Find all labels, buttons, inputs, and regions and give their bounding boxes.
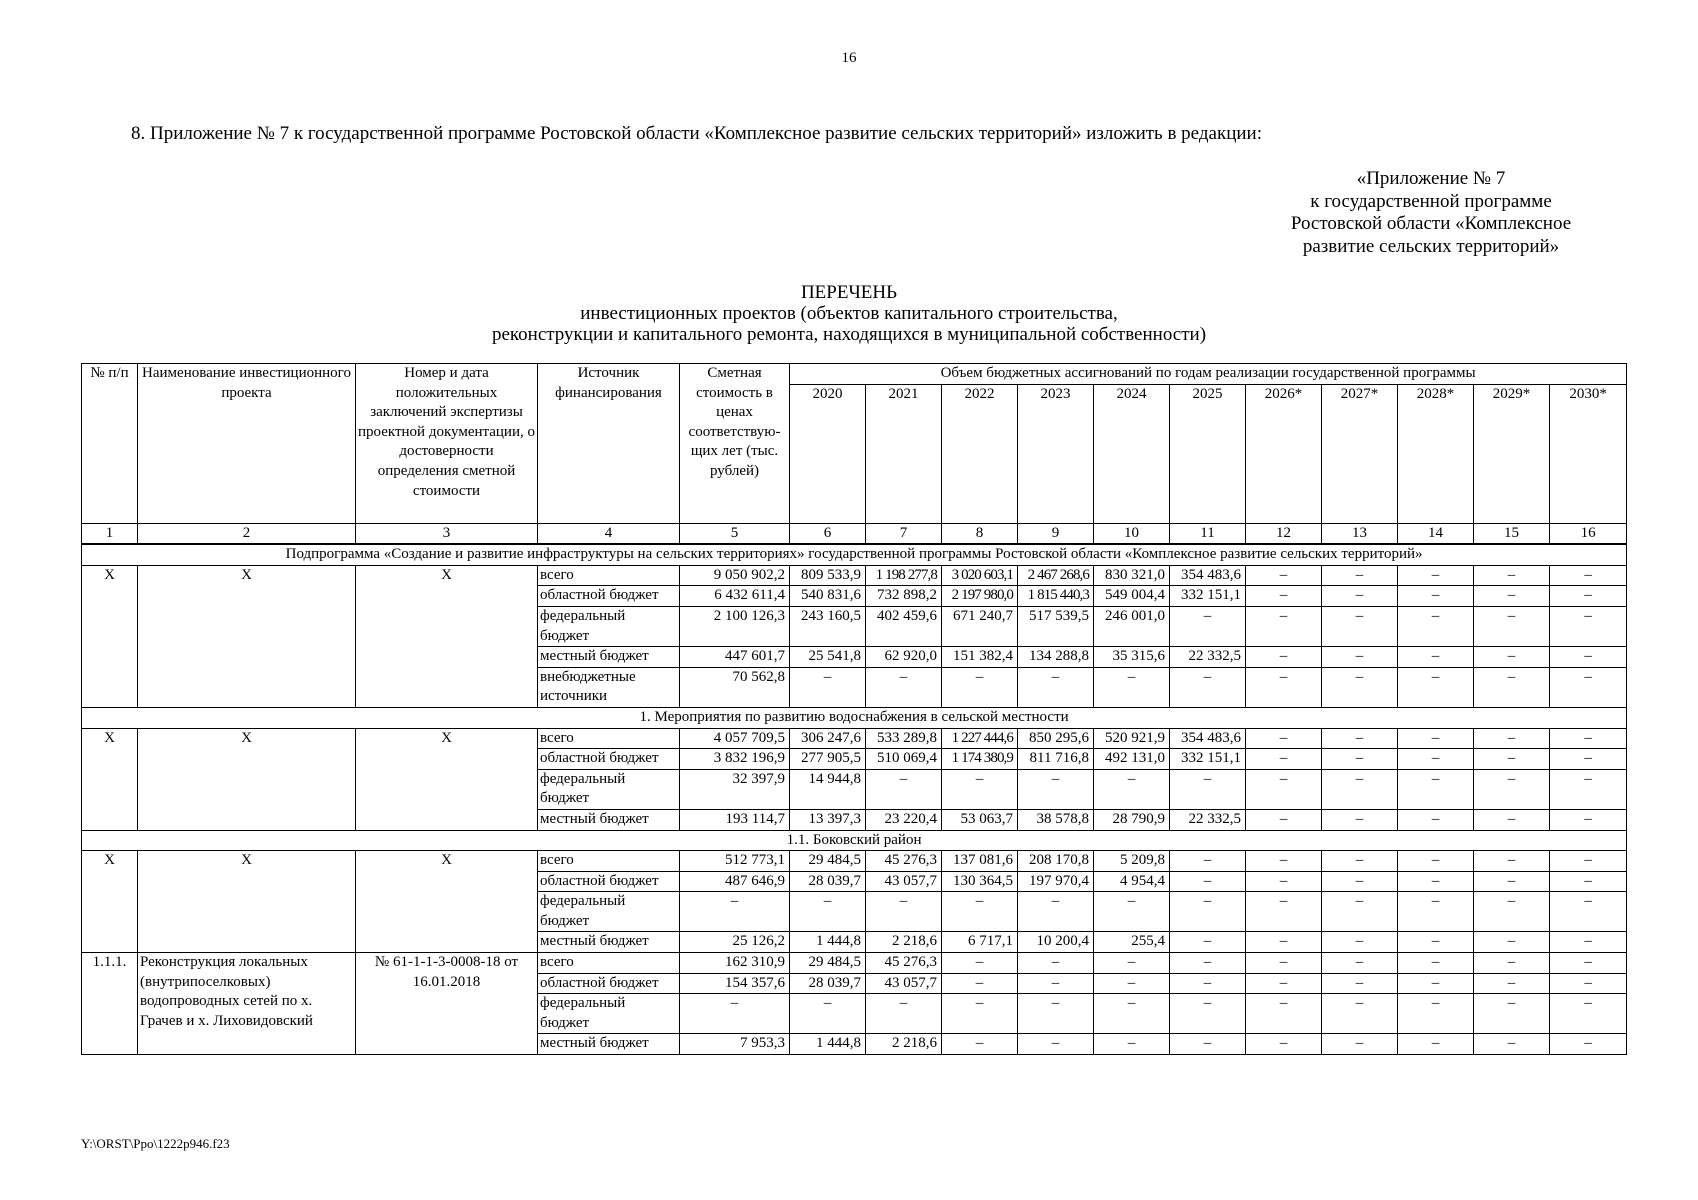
year-amount: – bbox=[1094, 1034, 1170, 1055]
year-amount: 1 815 440,3 bbox=[1018, 586, 1094, 607]
year-amount: – bbox=[866, 667, 942, 707]
header-year: 2020 bbox=[790, 384, 866, 523]
estimated-cost: 25 126,2 bbox=[680, 932, 790, 953]
year-amount: 134 288,8 bbox=[1018, 647, 1094, 668]
year-amount: – bbox=[1398, 973, 1474, 994]
year-amount: – bbox=[790, 994, 866, 1034]
year-amount: 5 209,8 bbox=[1094, 851, 1170, 872]
year-amount: 53 063,7 bbox=[942, 809, 1018, 830]
year-amount: 130 364,5 bbox=[942, 871, 1018, 892]
year-amount: – bbox=[942, 769, 1018, 809]
year-amount: – bbox=[1398, 892, 1474, 932]
year-amount: – bbox=[1398, 932, 1474, 953]
estimated-cost: 193 114,7 bbox=[680, 809, 790, 830]
year-amount: – bbox=[1322, 749, 1398, 770]
year-amount: – bbox=[1322, 728, 1398, 749]
year-amount: 402 459,6 bbox=[866, 606, 942, 646]
funding-source: местный бюджет bbox=[538, 1034, 680, 1055]
year-amount: – bbox=[1398, 769, 1474, 809]
estimated-cost: 70 562,8 bbox=[680, 667, 790, 707]
year-amount: 2 218,6 bbox=[866, 932, 942, 953]
expertise-conclusion: Х bbox=[356, 565, 538, 707]
year-amount: – bbox=[1246, 769, 1322, 809]
year-amount: – bbox=[1094, 953, 1170, 974]
year-amount: 29 484,5 bbox=[790, 953, 866, 974]
year-amount: – bbox=[1474, 586, 1550, 607]
year-amount: – bbox=[1398, 606, 1474, 646]
year-amount: – bbox=[1018, 994, 1094, 1034]
year-amount: – bbox=[1474, 667, 1550, 707]
year-amount: – bbox=[942, 953, 1018, 974]
year-amount: 354 483,6 bbox=[1170, 728, 1246, 749]
header-year: 2025 bbox=[1170, 384, 1246, 523]
project-name: Х bbox=[138, 851, 356, 953]
year-amount: – bbox=[1398, 565, 1474, 586]
year-amount: 2 467 268,6 bbox=[1018, 565, 1094, 586]
section-heading: 1.1. Боковский район bbox=[82, 830, 1627, 851]
funding-source: федеральный бюджет bbox=[538, 606, 680, 646]
year-amount: – bbox=[1550, 1034, 1627, 1055]
estimated-cost: 32 397,9 bbox=[680, 769, 790, 809]
year-amount: – bbox=[1018, 769, 1094, 809]
estimated-cost: 154 357,6 bbox=[680, 973, 790, 994]
year-amount: – bbox=[1246, 586, 1322, 607]
column-number: 7 bbox=[866, 523, 942, 544]
year-amount: 62 920,0 bbox=[866, 647, 942, 668]
year-amount: 492 131,0 bbox=[1094, 749, 1170, 770]
year-amount: – bbox=[1474, 749, 1550, 770]
section-heading-row bbox=[82, 544, 1627, 565]
year-amount: – bbox=[866, 892, 942, 932]
year-amount: 830 321,0 bbox=[1094, 565, 1170, 586]
year-amount: 1 444,8 bbox=[790, 1034, 866, 1055]
header-volume: Объем бюджетных ассигнований по годам реализации государственной программы bbox=[790, 364, 1627, 385]
year-amount: – bbox=[1170, 851, 1246, 872]
section-heading: 1. Мероприятия по развитию водоснабжения в сельской местности bbox=[82, 707, 1627, 728]
year-amount: – bbox=[1170, 994, 1246, 1034]
year-amount: 1 227 444,6 bbox=[942, 728, 1018, 749]
year-amount: 354 483,6 bbox=[1170, 565, 1246, 586]
year-amount: – bbox=[1246, 667, 1322, 707]
year-amount: 243 160,5 bbox=[790, 606, 866, 646]
year-amount: – bbox=[1398, 647, 1474, 668]
estimated-cost: 162 310,9 bbox=[680, 953, 790, 974]
estimated-cost: 487 646,9 bbox=[680, 871, 790, 892]
year-amount: 332 151,1 bbox=[1170, 749, 1246, 770]
header-year: 2026* bbox=[1246, 384, 1322, 523]
title-line: реконструкции и капитального ремонта, находящихся в муниципальной собственности) bbox=[491, 324, 1207, 345]
column-number: 11 bbox=[1170, 523, 1246, 544]
year-amount: – bbox=[1018, 973, 1094, 994]
year-amount: 246 001,0 bbox=[1094, 606, 1170, 646]
investment-projects-table bbox=[81, 363, 1627, 1055]
year-amount: – bbox=[1550, 994, 1627, 1034]
year-amount: – bbox=[1322, 892, 1398, 932]
funding-source: областной бюджет bbox=[538, 586, 680, 607]
file-path-footer: Y:\ORST\Ppo\1222p946.f23 bbox=[81, 1136, 230, 1151]
year-amount: – bbox=[1094, 994, 1170, 1034]
funding-source: областной бюджет bbox=[538, 749, 680, 770]
year-amount: – bbox=[1550, 809, 1627, 830]
year-amount: 510 069,4 bbox=[866, 749, 942, 770]
year-amount: – bbox=[1246, 606, 1322, 646]
appendix-line: развитие сельских территорий» bbox=[1302, 235, 1560, 257]
column-number-row bbox=[82, 523, 1627, 544]
table-row bbox=[82, 565, 1627, 586]
column-number: 2 bbox=[138, 523, 356, 544]
year-amount: 2 197 980,0 bbox=[942, 586, 1018, 607]
column-number: 15 bbox=[1474, 523, 1550, 544]
funding-source: местный бюджет bbox=[538, 647, 680, 668]
year-amount: – bbox=[1322, 586, 1398, 607]
column-number: 4 bbox=[538, 523, 680, 544]
year-amount: 520 921,9 bbox=[1094, 728, 1170, 749]
row-number: Х bbox=[82, 851, 138, 953]
header-year: 2028* bbox=[1398, 384, 1474, 523]
year-amount: – bbox=[1094, 667, 1170, 707]
column-number: 8 bbox=[942, 523, 1018, 544]
year-amount: – bbox=[1474, 851, 1550, 872]
header-year: 2024 bbox=[1094, 384, 1170, 523]
funding-source: местный бюджет bbox=[538, 809, 680, 830]
year-amount: – bbox=[866, 994, 942, 1034]
year-amount: 43 057,7 bbox=[866, 871, 942, 892]
year-amount: – bbox=[1322, 647, 1398, 668]
year-amount: – bbox=[1474, 973, 1550, 994]
year-amount: 540 831,6 bbox=[790, 586, 866, 607]
year-amount: 732 898,2 bbox=[866, 586, 942, 607]
year-amount: – bbox=[1322, 606, 1398, 646]
expertise-conclusion: № 61-1-1-3-0008-18 от 16.01.2018 bbox=[356, 953, 538, 1055]
column-number: 6 bbox=[790, 523, 866, 544]
row-number: Х bbox=[82, 728, 138, 830]
year-amount: – bbox=[942, 994, 1018, 1034]
section-heading-row bbox=[82, 707, 1627, 728]
column-number: 1 bbox=[82, 523, 138, 544]
year-amount: – bbox=[1398, 667, 1474, 707]
year-amount: – bbox=[1018, 892, 1094, 932]
year-amount: – bbox=[1170, 606, 1246, 646]
year-amount: – bbox=[1474, 932, 1550, 953]
year-amount: – bbox=[1322, 973, 1398, 994]
year-amount: 28 039,7 bbox=[790, 871, 866, 892]
header-year: 2029* bbox=[1474, 384, 1550, 523]
year-amount: – bbox=[1170, 769, 1246, 809]
year-amount: – bbox=[1398, 953, 1474, 974]
year-amount: – bbox=[1398, 809, 1474, 830]
year-amount: – bbox=[1246, 932, 1322, 953]
year-amount: – bbox=[1398, 728, 1474, 749]
year-amount: 23 220,4 bbox=[866, 809, 942, 830]
year-amount: 10 200,4 bbox=[1018, 932, 1094, 953]
year-amount: – bbox=[1170, 667, 1246, 707]
year-amount: – bbox=[1246, 994, 1322, 1034]
investment-table-wrapper bbox=[81, 363, 1622, 1055]
year-amount: – bbox=[1094, 892, 1170, 932]
project-name: Х bbox=[138, 728, 356, 830]
year-amount: 850 295,6 bbox=[1018, 728, 1094, 749]
year-amount: 197 970,4 bbox=[1018, 871, 1094, 892]
header-cost: Сметная стоимость в ценах соответствую-щих лет (тыс. рублей) bbox=[680, 364, 790, 524]
year-amount: – bbox=[1246, 871, 1322, 892]
section-heading-row bbox=[82, 830, 1627, 851]
year-amount: – bbox=[1322, 932, 1398, 953]
column-number: 13 bbox=[1322, 523, 1398, 544]
year-amount: – bbox=[1246, 892, 1322, 932]
year-amount: – bbox=[1322, 667, 1398, 707]
funding-source: внебюджетные источники bbox=[538, 667, 680, 707]
year-amount: 35 315,6 bbox=[1094, 647, 1170, 668]
estimated-cost: 4 057 709,5 bbox=[680, 728, 790, 749]
year-amount: – bbox=[1398, 851, 1474, 872]
year-amount: – bbox=[1246, 973, 1322, 994]
year-amount: – bbox=[1322, 851, 1398, 872]
title-line: инвестиционных проектов (объектов капитального строительства, bbox=[580, 303, 1118, 324]
estimated-cost: – bbox=[680, 892, 790, 932]
funding-source: местный бюджет bbox=[538, 932, 680, 953]
year-amount: – bbox=[1474, 647, 1550, 668]
funding-source: областной бюджет bbox=[538, 973, 680, 994]
year-amount: 28 790,9 bbox=[1094, 809, 1170, 830]
year-amount: – bbox=[1550, 606, 1627, 646]
year-amount: – bbox=[1474, 871, 1550, 892]
expertise-conclusion: Х bbox=[356, 728, 538, 830]
year-amount: – bbox=[1474, 809, 1550, 830]
header-year: 2022 bbox=[942, 384, 1018, 523]
column-number: 12 bbox=[1246, 523, 1322, 544]
year-amount: 1 174 380,9 bbox=[942, 749, 1018, 770]
year-amount: – bbox=[1550, 932, 1627, 953]
year-amount: – bbox=[1246, 809, 1322, 830]
year-amount: – bbox=[1474, 892, 1550, 932]
year-amount: 137 081,6 bbox=[942, 851, 1018, 872]
estimated-cost: 512 773,1 bbox=[680, 851, 790, 872]
row-number: 1.1.1. bbox=[82, 953, 138, 1055]
year-amount: – bbox=[1246, 647, 1322, 668]
year-amount: – bbox=[1398, 1034, 1474, 1055]
column-number: 10 bbox=[1094, 523, 1170, 544]
year-amount: 29 484,5 bbox=[790, 851, 866, 872]
project-name: Реконструкция локальных (внутрипоселковых) водопроводных сетей по х. Грачев и х. Лиховидовский bbox=[138, 953, 356, 1055]
year-amount: – bbox=[1474, 769, 1550, 809]
year-amount: 43 057,7 bbox=[866, 973, 942, 994]
table-row bbox=[82, 728, 1627, 749]
year-amount: – bbox=[1170, 953, 1246, 974]
year-amount: – bbox=[1474, 565, 1550, 586]
appendix-line: к государственной программе bbox=[1310, 190, 1552, 212]
year-amount: – bbox=[1550, 871, 1627, 892]
header-name: Наименование инвестиционного проекта bbox=[138, 364, 356, 524]
year-amount: 671 240,7 bbox=[942, 606, 1018, 646]
year-amount: – bbox=[1170, 932, 1246, 953]
year-amount: – bbox=[1474, 994, 1550, 1034]
header-expertise: Номер и дата положительных заключений экспертизы проектной документации, о достоверности определения сметной стоимости bbox=[356, 364, 538, 524]
year-amount: 809 533,9 bbox=[790, 565, 866, 586]
year-amount: – bbox=[1550, 667, 1627, 707]
estimated-cost: 447 601,7 bbox=[680, 647, 790, 668]
year-amount: – bbox=[1322, 994, 1398, 1034]
expertise-conclusion: Х bbox=[356, 851, 538, 953]
year-amount: 45 276,3 bbox=[866, 953, 942, 974]
year-amount: 208 170,8 bbox=[1018, 851, 1094, 872]
year-amount: 533 289,8 bbox=[866, 728, 942, 749]
header-row-1 bbox=[82, 364, 1627, 385]
funding-source: всего bbox=[538, 728, 680, 749]
year-amount: 25 541,8 bbox=[790, 647, 866, 668]
year-amount: 811 716,8 bbox=[1018, 749, 1094, 770]
year-amount: – bbox=[1018, 1034, 1094, 1055]
year-amount: 517 539,5 bbox=[1018, 606, 1094, 646]
year-amount: – bbox=[1550, 586, 1627, 607]
year-amount: 22 332,5 bbox=[1170, 647, 1246, 668]
header-year: 2030* bbox=[1550, 384, 1627, 523]
year-amount: – bbox=[1398, 994, 1474, 1034]
funding-source: федеральный бюджет bbox=[538, 769, 680, 809]
column-number: 14 bbox=[1398, 523, 1474, 544]
year-amount: – bbox=[942, 1034, 1018, 1055]
year-amount: – bbox=[866, 769, 942, 809]
year-amount: – bbox=[1550, 892, 1627, 932]
intro-paragraph: 8. Приложение № 7 к государственной программе Ростовской области «Комплексное развитие сельских территорий» изложить в редакции: bbox=[131, 123, 1262, 144]
year-amount: – bbox=[1170, 973, 1246, 994]
year-amount: – bbox=[1550, 565, 1627, 586]
year-amount: – bbox=[1322, 565, 1398, 586]
year-amount: – bbox=[1246, 749, 1322, 770]
year-amount: – bbox=[1246, 953, 1322, 974]
estimated-cost: 2 100 126,3 bbox=[680, 606, 790, 646]
year-amount: 13 397,3 bbox=[790, 809, 866, 830]
year-amount: – bbox=[1474, 1034, 1550, 1055]
table-row bbox=[82, 953, 1627, 974]
year-amount: – bbox=[1398, 586, 1474, 607]
header-num: № п/п bbox=[82, 364, 138, 524]
year-amount: 277 905,5 bbox=[790, 749, 866, 770]
year-amount: – bbox=[1550, 973, 1627, 994]
year-amount: – bbox=[1322, 769, 1398, 809]
estimated-cost: 3 832 196,9 bbox=[680, 749, 790, 770]
year-amount: 6 717,1 bbox=[942, 932, 1018, 953]
year-amount: – bbox=[1170, 871, 1246, 892]
estimated-cost: 9 050 902,2 bbox=[680, 565, 790, 586]
header-year: 2023 bbox=[1018, 384, 1094, 523]
year-amount: – bbox=[790, 667, 866, 707]
year-amount: – bbox=[1170, 1034, 1246, 1055]
year-amount: – bbox=[1246, 851, 1322, 872]
funding-source: всего bbox=[538, 851, 680, 872]
estimated-cost: – bbox=[680, 994, 790, 1034]
year-amount: – bbox=[1550, 749, 1627, 770]
year-amount: – bbox=[1018, 953, 1094, 974]
project-name: Х bbox=[138, 565, 356, 707]
year-amount: 38 578,8 bbox=[1018, 809, 1094, 830]
year-amount: – bbox=[1246, 728, 1322, 749]
year-amount: 2 218,6 bbox=[866, 1034, 942, 1055]
funding-source: федеральный бюджет bbox=[538, 892, 680, 932]
section-heading: Подпрограмма «Создание и развитие инфраструктуры на сельских территориях» государственной программы Ростовской области «Комплексное развитие сельских территорий» bbox=[82, 544, 1627, 565]
appendix-line: «Приложение № 7 bbox=[1356, 168, 1506, 189]
year-amount: – bbox=[1550, 728, 1627, 749]
column-number: 3 bbox=[356, 523, 538, 544]
year-amount: – bbox=[942, 667, 1018, 707]
year-amount: – bbox=[1398, 749, 1474, 770]
year-amount: – bbox=[1474, 728, 1550, 749]
year-amount: 22 332,5 bbox=[1170, 809, 1246, 830]
year-amount: – bbox=[1550, 769, 1627, 809]
table-body bbox=[82, 364, 1627, 1055]
year-amount: – bbox=[1322, 1034, 1398, 1055]
column-number: 16 bbox=[1550, 523, 1627, 544]
header-source: Источник финансирования bbox=[538, 364, 680, 524]
year-amount: – bbox=[790, 892, 866, 932]
year-amount: – bbox=[1550, 953, 1627, 974]
year-amount: 306 247,6 bbox=[790, 728, 866, 749]
appendix-line: Ростовской области «Комплексное bbox=[1290, 213, 1572, 234]
year-amount: 1 198 277,8 bbox=[866, 565, 942, 586]
estimated-cost: 6 432 611,4 bbox=[680, 586, 790, 607]
header-year: 2021 bbox=[866, 384, 942, 523]
table-row bbox=[82, 851, 1627, 872]
funding-source: областной бюджет bbox=[538, 871, 680, 892]
funding-source: федеральный бюджет bbox=[538, 994, 680, 1034]
year-amount: – bbox=[1246, 1034, 1322, 1055]
column-number: 5 bbox=[680, 523, 790, 544]
year-amount: – bbox=[1550, 647, 1627, 668]
year-amount: – bbox=[942, 892, 1018, 932]
year-amount: – bbox=[1474, 953, 1550, 974]
year-amount: – bbox=[942, 973, 1018, 994]
year-amount: – bbox=[1094, 973, 1170, 994]
year-amount: 151 382,4 bbox=[942, 647, 1018, 668]
year-amount: 255,4 bbox=[1094, 932, 1170, 953]
year-amount: 1 444,8 bbox=[790, 932, 866, 953]
funding-source: всего bbox=[538, 953, 680, 974]
year-amount: – bbox=[1094, 769, 1170, 809]
row-number: Х bbox=[82, 565, 138, 707]
title-line: ПЕРЕЧЕНЬ bbox=[800, 282, 898, 303]
year-amount: 28 039,7 bbox=[790, 973, 866, 994]
header-year: 2027* bbox=[1322, 384, 1398, 523]
year-amount: 549 004,4 bbox=[1094, 586, 1170, 607]
page-number: 16 bbox=[841, 50, 857, 66]
estimated-cost: 7 953,3 bbox=[680, 1034, 790, 1055]
year-amount: – bbox=[1322, 809, 1398, 830]
year-amount: – bbox=[1322, 953, 1398, 974]
year-amount: – bbox=[1474, 606, 1550, 646]
year-amount: 4 954,4 bbox=[1094, 871, 1170, 892]
document-title bbox=[0, 282, 1698, 345]
year-amount: 3 020 603,1 bbox=[942, 565, 1018, 586]
year-amount: – bbox=[1322, 871, 1398, 892]
year-amount: – bbox=[1170, 892, 1246, 932]
year-amount: 332 151,1 bbox=[1170, 586, 1246, 607]
year-amount: 45 276,3 bbox=[866, 851, 942, 872]
appendix-reference bbox=[1266, 168, 1596, 258]
year-amount: – bbox=[1398, 871, 1474, 892]
funding-source: всего bbox=[538, 565, 680, 586]
year-amount: – bbox=[1018, 667, 1094, 707]
column-number: 9 bbox=[1018, 523, 1094, 544]
year-amount: 14 944,8 bbox=[790, 769, 866, 809]
year-amount: – bbox=[1550, 851, 1627, 872]
year-amount: – bbox=[1246, 565, 1322, 586]
